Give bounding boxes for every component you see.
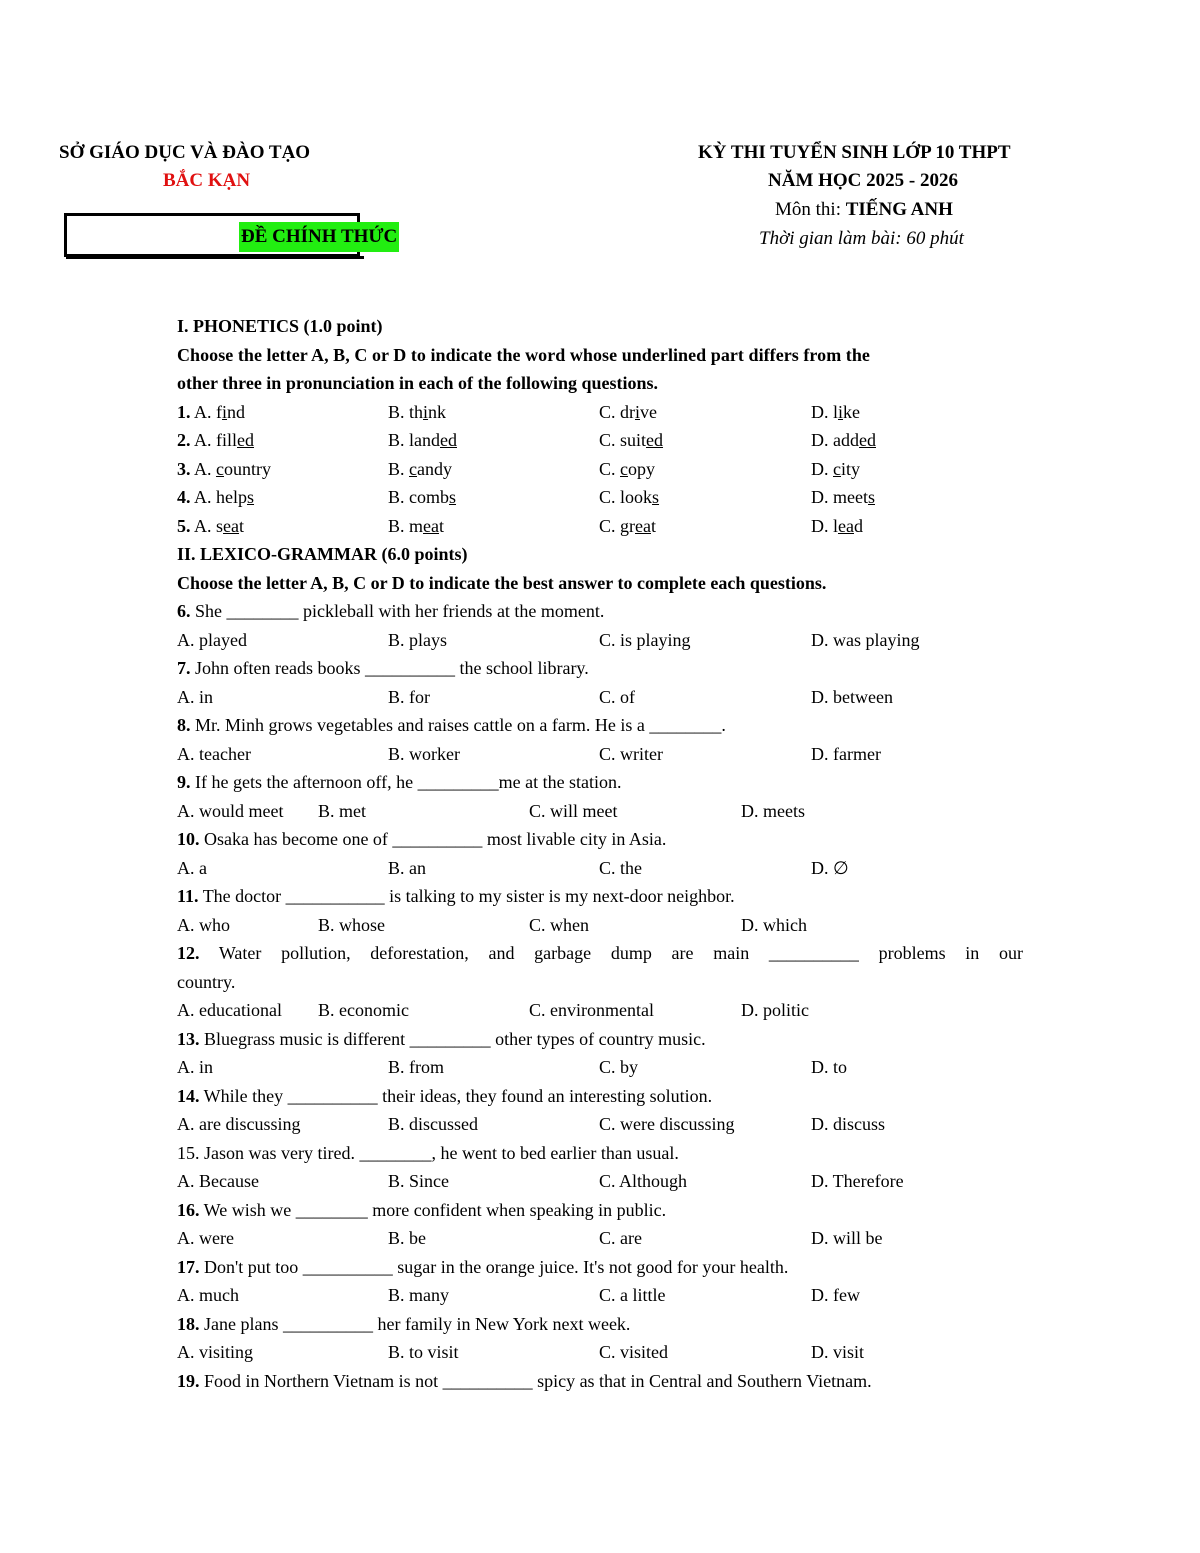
options-row (177, 797, 1023, 826)
option-prefix: C. dr (599, 401, 635, 422)
answer-option (811, 455, 860, 484)
answer-option: D. meets (741, 800, 805, 821)
question-stem (177, 882, 1023, 911)
option-prefix: B. comb (388, 487, 449, 507)
options-row (177, 683, 1023, 712)
answer-option (811, 398, 860, 427)
answer-option: B. Since (388, 1171, 449, 1191)
answer-option: B. plays (388, 629, 448, 650)
answer-option: C. when (529, 914, 589, 935)
answer-option: B. from (388, 1057, 444, 1077)
options-row (177, 854, 1023, 883)
answer-option: B. an (388, 857, 426, 878)
option-suffix: t (239, 515, 245, 536)
options-row (177, 1338, 1023, 1367)
answer-option: D. was playing (811, 629, 920, 650)
question-stem (177, 597, 1023, 626)
answer-option (599, 426, 811, 455)
option-prefix: D. l (811, 401, 838, 422)
answer-option (177, 483, 388, 512)
answer-option: A. would meet (177, 800, 284, 821)
question-number: 7. (177, 658, 191, 678)
question-number: 1. (177, 401, 191, 422)
section-title-grammar: II. LEXICO-GRAMMAR (6.0 points) (177, 544, 468, 564)
question-stem (177, 654, 1023, 683)
answer-option: B. whose (318, 914, 385, 935)
province-name: BẮC KẠN (163, 170, 251, 191)
option-prefix: B. th (388, 401, 424, 422)
question-text: If he gets the afternoon off, he _________me at the station. (190, 772, 622, 792)
underlined-part: ea (838, 515, 854, 536)
question-stem (177, 1025, 1023, 1054)
question-number: 5. (177, 515, 191, 536)
phonetics-questions (177, 398, 1023, 541)
underlined-part: ed (646, 430, 664, 450)
option-prefix: C. (599, 458, 621, 479)
underlined-part: c (620, 458, 629, 479)
underlined-part: c (409, 458, 418, 479)
phonetics-instruction-line1: Choose the letter A, B, C or D to indicate the word whose underlined part differs from the (177, 344, 870, 365)
answer-option: A. Because (177, 1171, 259, 1191)
answer-option (811, 483, 875, 512)
underlined-part: c (216, 458, 225, 479)
underlined-part: i (635, 401, 641, 422)
answer-option: D. few (811, 1285, 860, 1305)
question-text: Osaka has become one of __________ most livable city in Asia. (199, 829, 667, 849)
option-suffix: andy (417, 458, 453, 479)
answer-option: A. in (177, 1057, 213, 1077)
question-text: Mr. Minh grows vegetables and raises cattle on a farm. He is a ________. (190, 715, 726, 735)
phonetics-instruction-line2: other three in pronunciation in each of the following questions. (177, 373, 659, 393)
question-text: While they __________ their ideas, they found an interesting solution. (199, 1085, 713, 1106)
question-stem (177, 1310, 1023, 1339)
answer-option: C. of (599, 686, 635, 707)
question-number: 9. (177, 772, 191, 792)
question-number: 11. (177, 886, 199, 906)
answer-option: D. Therefore (811, 1171, 904, 1191)
option-prefix: D. meet (811, 487, 868, 507)
answer-option: C. is playing (599, 629, 691, 650)
option-suffix: nd (227, 401, 246, 422)
underlined-part: ea (223, 515, 240, 536)
grammar-questions (177, 597, 1023, 1395)
options-row (177, 626, 1023, 655)
option-prefix: A. f (194, 401, 223, 422)
question-text: She ________ pickleball with her friends at the moment. (190, 601, 605, 621)
answer-option (599, 483, 811, 512)
answer-option: C. a little (599, 1285, 666, 1305)
answer-option (177, 455, 388, 484)
answer-option: B. worker (388, 743, 460, 764)
question-number: 17. (177, 1256, 200, 1277)
department-name: SỞ GIÁO DỤC VÀ ĐÀO TẠO (59, 142, 311, 163)
phonetics-question-row (177, 426, 1023, 455)
option-prefix: D. (811, 458, 833, 479)
question-stem (177, 711, 1023, 740)
underlined-part: s (867, 487, 875, 507)
answer-option (388, 426, 599, 455)
question-stem-continued: country. (177, 971, 236, 992)
question-stem (177, 1253, 1023, 1282)
answer-option: B. discussed (388, 1114, 478, 1134)
subject-line (775, 199, 953, 221)
time-allowed: Thời gian làm bài: 60 phút (759, 228, 964, 249)
answer-option: D. ∅ (811, 857, 849, 878)
option-suffix: t (439, 515, 445, 536)
question-number: 6. (177, 601, 191, 621)
answer-option: D. will be (811, 1228, 883, 1248)
options-row (177, 911, 1023, 940)
option-prefix: C. look (599, 487, 653, 507)
answer-option: A. played (177, 629, 247, 650)
answer-option: C. the (599, 857, 642, 878)
grammar-instruction: Choose the letter A, B, C or D to indicate the best answer to complete each questions. (177, 572, 827, 593)
question-stem (177, 825, 1023, 854)
answer-option: A. educational (177, 1000, 282, 1020)
answer-option (388, 483, 599, 512)
question-number: 10. (177, 829, 200, 849)
underlined-part: i (838, 401, 844, 422)
option-prefix: A. help (194, 487, 248, 507)
answer-option: D. discuss (811, 1114, 886, 1134)
phonetics-question-row (177, 398, 1023, 427)
underlined-part: i (222, 401, 228, 422)
answer-option: A. were (177, 1228, 234, 1248)
phonetics-question-row (177, 483, 1023, 512)
question-number: 3. (177, 458, 191, 479)
option-prefix: B. (388, 458, 410, 479)
question-text: We wish we ________ more confident when speaking in public. (199, 1199, 667, 1220)
answer-option: C. are (599, 1228, 642, 1248)
option-prefix: A. (194, 458, 217, 479)
answer-option: A. visiting (177, 1342, 254, 1362)
question-number: 14. (177, 1085, 200, 1106)
question-number: 4. (177, 487, 191, 507)
school-year: NĂM HỌC 2025 - 2026 (768, 170, 958, 191)
answer-option (177, 398, 388, 427)
answer-option: D. visit (811, 1342, 865, 1362)
answer-option: C. writer (599, 743, 663, 764)
option-suffix: ountry (224, 458, 272, 479)
answer-option (811, 426, 876, 455)
question-text: Don't put too __________ sugar in the orange juice. It's not good for your health. (199, 1256, 789, 1277)
answer-option (599, 398, 811, 427)
official-label: ĐỀ CHÍNH THỨC (239, 222, 399, 252)
answer-option: C. Although (599, 1171, 688, 1191)
underlined-part: ea (635, 515, 651, 536)
answer-option: C. by (599, 1057, 639, 1077)
options-row (177, 1167, 1023, 1196)
answer-option: D. to (811, 1057, 847, 1077)
option-suffix: ve (640, 401, 658, 422)
question-number: 13. (177, 1028, 200, 1049)
answer-option (388, 455, 599, 484)
answer-option: C. environmental (529, 1000, 654, 1020)
option-prefix: D. add (811, 430, 859, 450)
question-text: John often reads books __________ the school library. (190, 658, 589, 678)
question-number: 19. (177, 1370, 200, 1391)
answer-option: A. teacher (177, 743, 251, 764)
answer-option: A. much (177, 1285, 239, 1305)
answer-option: B. many (388, 1285, 449, 1305)
underlined-part: s (652, 487, 660, 507)
answer-option (811, 512, 863, 541)
answer-option (177, 426, 388, 455)
answer-option: A. are discussing (177, 1114, 301, 1134)
question-stem (177, 768, 1023, 797)
answer-option: A. who (177, 914, 230, 935)
phonetics-question-row (177, 512, 1023, 541)
options-row (177, 740, 1023, 769)
subject-prefix: Môn thi: (775, 199, 846, 220)
answer-option: B. met (318, 800, 366, 821)
answer-option: B. economic (318, 1000, 409, 1020)
answer-option: C. visited (599, 1342, 669, 1362)
question-number: 2. (177, 430, 191, 450)
option-suffix: d (853, 515, 863, 536)
options-row (177, 1224, 1023, 1253)
question-stem (177, 1139, 1023, 1168)
option-prefix: D. l (811, 515, 838, 536)
answer-option (177, 512, 388, 541)
option-suffix: nk (428, 401, 447, 422)
question-number: 12. (177, 943, 200, 963)
options-row (177, 1053, 1023, 1082)
option-suffix: t (650, 515, 656, 536)
underlined-part: c (833, 458, 841, 479)
answer-option (388, 512, 599, 541)
question-stem (177, 939, 1023, 968)
option-prefix: A. fill (194, 430, 238, 450)
question-stem (177, 1196, 1023, 1225)
question-stem (177, 1367, 1023, 1396)
options-row (177, 996, 1023, 1025)
question-text: Bluegrass music is different _________ other types of country music. (199, 1028, 706, 1049)
underlined-part: ed (859, 430, 876, 450)
underlined-part: s (449, 487, 457, 507)
subject-name: TIẾNG ANH (845, 199, 953, 220)
question-text: Water pollution, deforestation, and garbage dump are main __________ problems in our (199, 943, 1023, 963)
question-number: 8. (177, 715, 191, 735)
options-row (177, 1281, 1023, 1310)
question-text: Jane plans __________ her family in New York next week. (199, 1313, 631, 1334)
option-prefix: C. gr (599, 515, 635, 536)
option-prefix: B. land (388, 430, 440, 450)
phonetics-question-row (177, 455, 1023, 484)
answer-option: D. farmer (811, 743, 881, 764)
question-text: Food in Northern Vietnam is not __________ spicy as that in Central and Southern Vietnam. (199, 1370, 872, 1391)
question-text: The doctor ___________ is talking to my sister is my next-door neighbor. (198, 886, 735, 906)
answer-option (388, 398, 599, 427)
question-number: 16. (177, 1199, 200, 1220)
answer-option: D. politic (741, 1000, 809, 1020)
question-text: 15. Jason was very tired. ________, he went to bed earlier than usual. (177, 1142, 679, 1163)
question-number: 18. (177, 1313, 200, 1334)
underlined-part: i (423, 401, 429, 422)
options-row (177, 1110, 1023, 1139)
answer-option: A. in (177, 686, 213, 707)
option-suffix: opy (628, 458, 656, 479)
underlined-part: ea (423, 515, 439, 536)
section-title-phonetics: I. PHONETICS (1.0 point) (177, 316, 383, 336)
answer-option: B. be (388, 1228, 426, 1248)
answer-option (599, 512, 811, 541)
option-prefix: A. s (194, 515, 224, 536)
option-suffix: ity (841, 458, 861, 479)
exam-content (177, 312, 1023, 1395)
answer-option: D. between (811, 686, 893, 707)
answer-option: D. which (741, 914, 807, 935)
underlined-part: s (247, 487, 255, 507)
exam-title: KỲ THI TUYỂN SINH LỚP 10 THPT (698, 142, 1011, 163)
option-suffix: ke (843, 401, 861, 422)
answer-option (599, 455, 811, 484)
question-stem (177, 1082, 1023, 1111)
answer-option: C. were discussing (599, 1114, 735, 1134)
official-label-frame-shadow (66, 256, 364, 259)
answer-option: C. will meet (529, 800, 618, 821)
underlined-part: ed (440, 430, 457, 450)
option-prefix: B. m (388, 515, 424, 536)
option-prefix: C. suit (599, 430, 647, 450)
answer-option: B. for (388, 686, 430, 707)
answer-option: B. to visit (388, 1342, 459, 1362)
answer-option: A. a (177, 857, 207, 878)
underlined-part: ed (237, 430, 255, 450)
